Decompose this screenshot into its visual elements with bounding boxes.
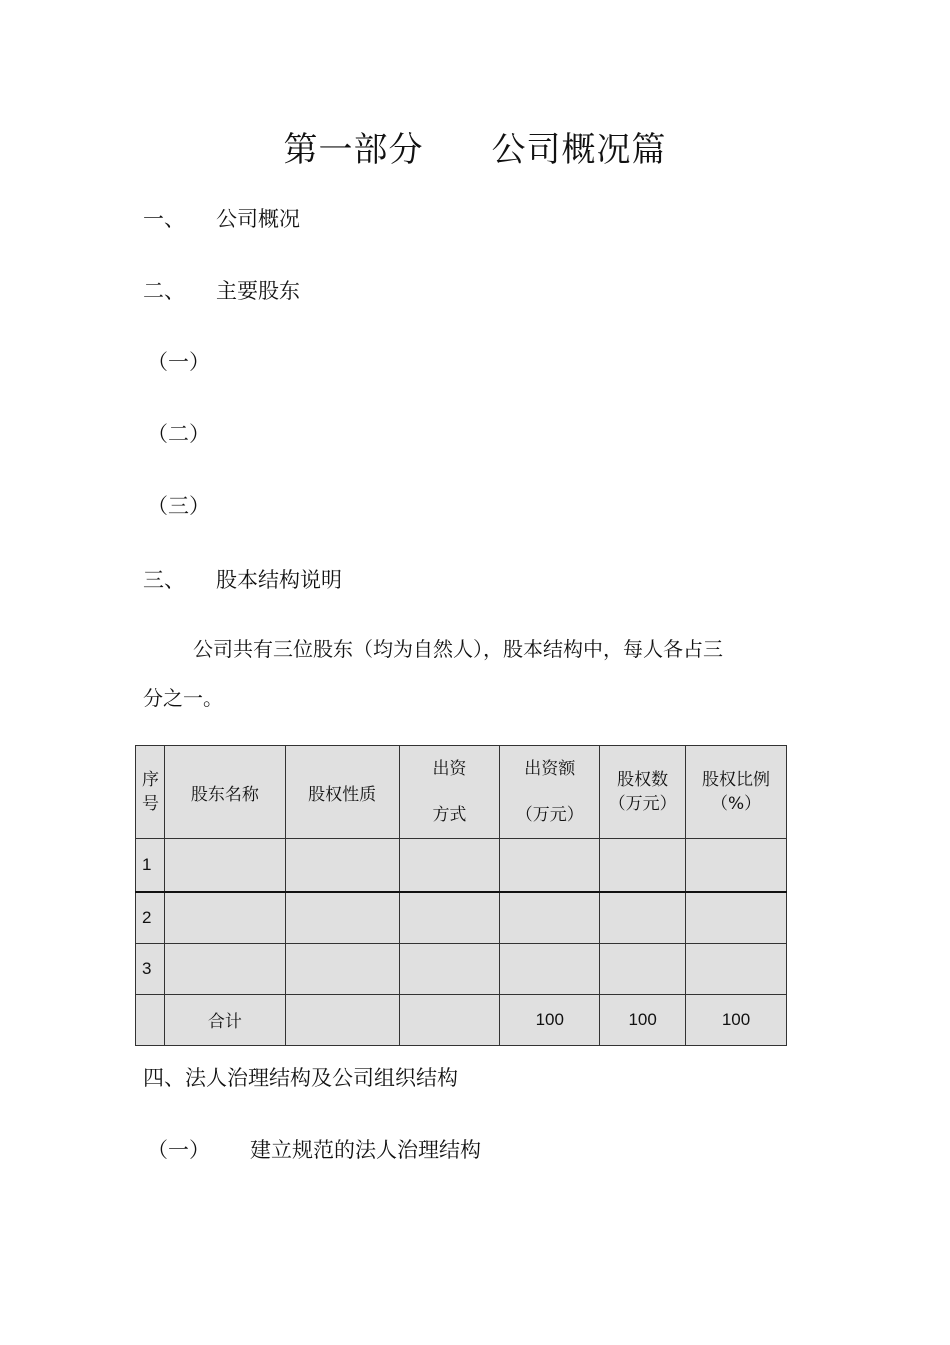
section-heading: 公司概况	[216, 207, 300, 231]
table-header-row	[136, 746, 787, 839]
row-index: 1	[136, 839, 165, 892]
cell	[686, 839, 787, 892]
cell	[600, 892, 686, 944]
page-title	[0, 122, 950, 171]
cell	[136, 994, 165, 1045]
cell	[686, 943, 787, 994]
cell	[500, 892, 600, 944]
cell	[164, 839, 285, 892]
subsection-number: （一）	[147, 350, 210, 374]
cell	[285, 839, 399, 892]
section-number: 三、	[143, 568, 185, 592]
section-1	[143, 203, 300, 233]
subsection-4-1	[147, 1134, 481, 1164]
title-name: 公司概况篇	[491, 130, 667, 170]
section-3	[143, 564, 342, 594]
section-2	[143, 275, 300, 305]
cell	[285, 943, 399, 994]
cell	[399, 839, 500, 892]
subsection-1	[147, 346, 210, 376]
table-row	[136, 839, 787, 892]
cell	[600, 943, 686, 994]
header-shareholder-name: 股东名称	[164, 746, 285, 839]
row-index: 3	[136, 943, 165, 994]
table-row	[136, 892, 787, 944]
subsection-heading: 建立规范的法人治理结构	[250, 1138, 481, 1162]
header-share-ratio: 股权比例 （%）	[686, 746, 787, 839]
cell	[399, 892, 500, 944]
header-equity-nature: 股权性质	[285, 746, 399, 839]
cell	[686, 892, 787, 944]
section-heading: 主要股东	[216, 279, 300, 303]
cell	[399, 943, 500, 994]
section-4-heading: 四、法人治理结构及公司组织结构	[143, 1066, 458, 1090]
paragraph-line-2: 分之一。	[143, 686, 223, 710]
header-index: 序 号	[136, 746, 165, 839]
cell	[164, 892, 285, 944]
cell	[285, 994, 399, 1045]
subsection-number: （二）	[147, 422, 210, 446]
total-ratio: 100	[686, 994, 787, 1045]
title-part: 第一部分	[283, 130, 424, 170]
row-index: 2	[136, 892, 165, 944]
cell	[164, 943, 285, 994]
shareholder-table	[135, 745, 787, 1046]
cell	[500, 943, 600, 994]
header-contribution-amount: 出资额 （万元）	[500, 746, 600, 839]
section-number: 一、	[143, 207, 185, 231]
table-total-row	[136, 994, 787, 1045]
total-label: 合计	[164, 994, 285, 1045]
subsection-number: （一）	[147, 1138, 210, 1162]
table-row	[136, 943, 787, 994]
header-share-count: 股权数 （万元）	[600, 746, 686, 839]
cell	[399, 994, 500, 1045]
subsection-number: （三）	[147, 494, 210, 518]
section-heading: 股本结构说明	[216, 568, 342, 592]
cell	[600, 839, 686, 892]
total-amount: 100	[500, 994, 600, 1045]
header-contribution-method: 出资 方式	[399, 746, 500, 839]
section-number: 二、	[143, 279, 185, 303]
paragraph-line-1: 公司共有三位股东（均为自然人），股本结构中，每人各占三	[193, 637, 723, 661]
subsection-2	[147, 418, 210, 448]
subsection-3	[147, 490, 210, 520]
cell	[500, 839, 600, 892]
cell	[285, 892, 399, 944]
total-shares: 100	[600, 994, 686, 1045]
